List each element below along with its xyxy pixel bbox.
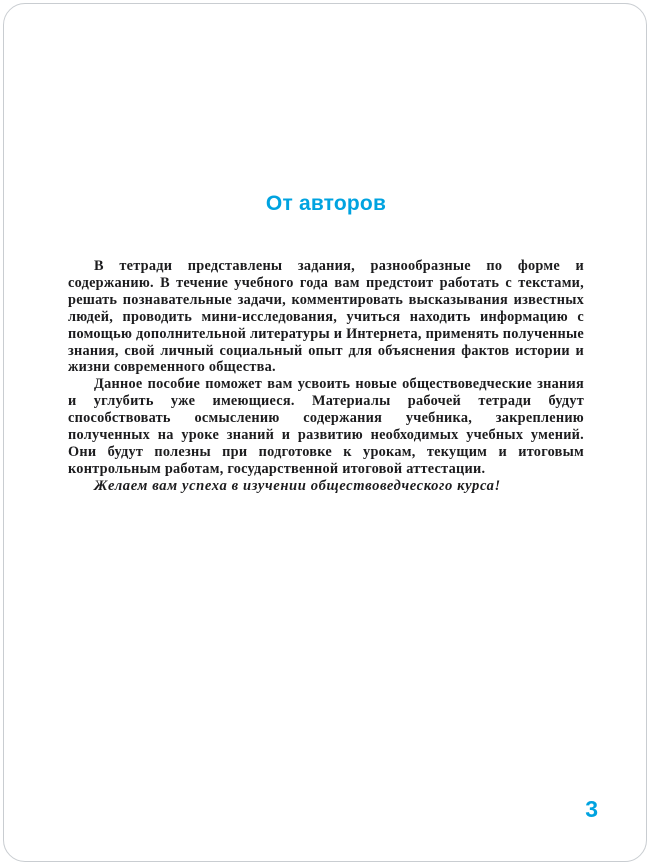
closing-line: Желаем вам успеха в изучении обществоведческого курса! <box>94 477 501 494</box>
body-text-block <box>68 258 584 495</box>
page-title: От авторов <box>265 192 387 215</box>
body-paragraph-2: Данное пособие поможет вам усвоить новые обществоведческие знания и углубить уже имеющиеся. Материалы рабочей тетради будут способствовать осмыслению содержания учебника, закреплению полученных на уроке знаний и развитию необходимых учебных умений. Они будут полезны при подготовке к урокам, текущим и итоговым контрольным работам, государственной итоговой аттестации. <box>68 376 584 477</box>
page-content <box>68 4 584 495</box>
page-number: 3 <box>585 796 598 822</box>
body-paragraph-1: В тетради представлены задания, разнообразные по форме и содержанию. В течение учебного года вам предстоит работать с текстами, решать познавательные задачи, комментировать высказывания известных людей, проводить мини-исследования, учиться находить информацию с помощью дополнительной литературы и Интернета, применять полученные знания, свой личный социальный опыт для объяснения фактов истории и жизни современного общества. <box>68 258 584 376</box>
page-border <box>3 3 647 862</box>
